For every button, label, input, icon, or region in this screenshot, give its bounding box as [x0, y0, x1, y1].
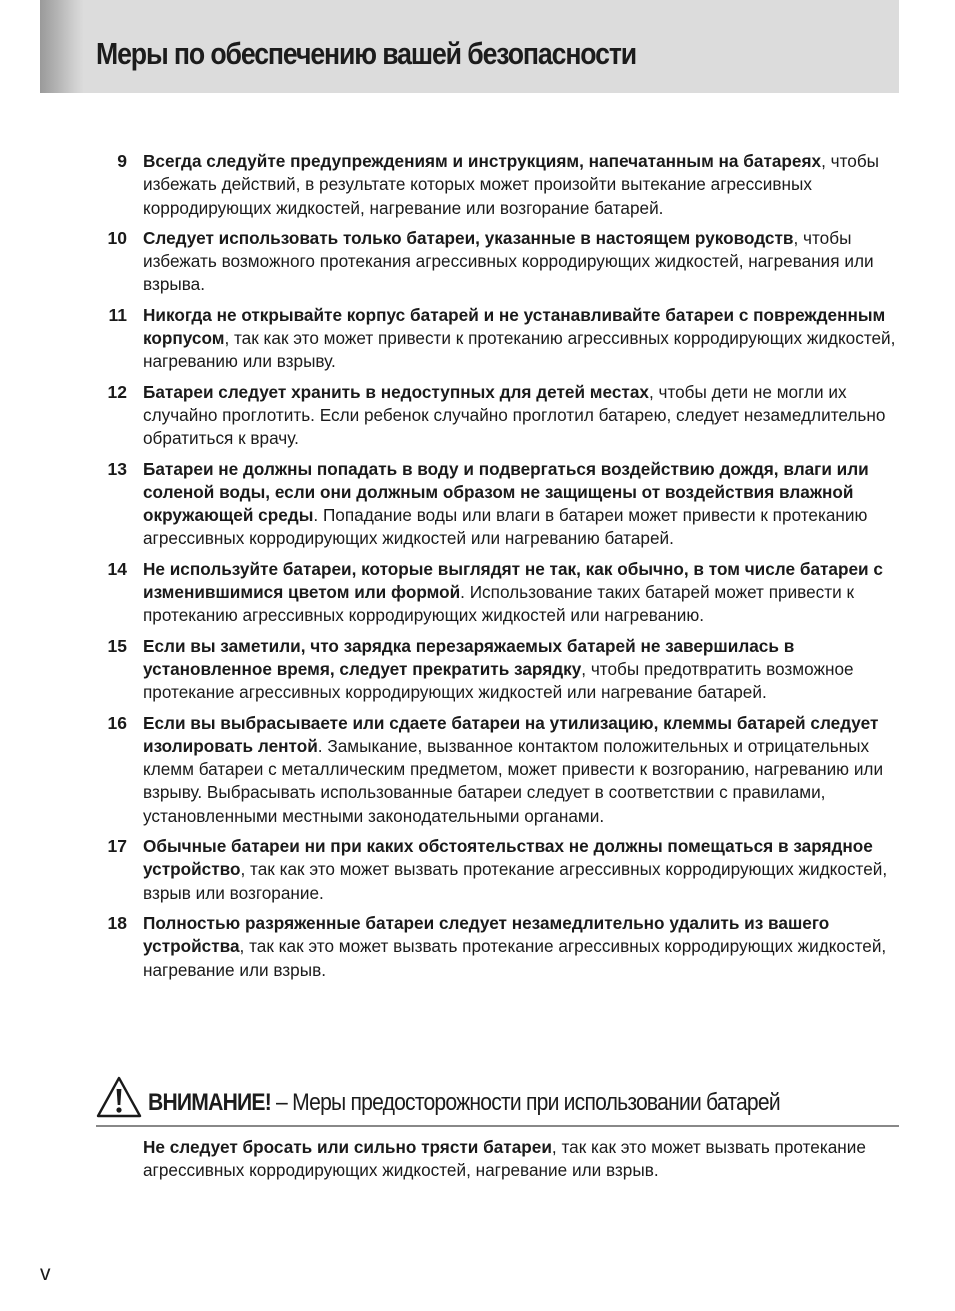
warning-title [148, 1089, 780, 1117]
warning-body-text: , так как это может вызвать протекание агрессивных корродирующих жидкостей, нагревание или взрыв. [143, 1137, 866, 1181]
list-item [0, 150, 955, 220]
item-number: 15 [107, 635, 127, 656]
warning-triangle-icon [96, 1076, 142, 1118]
item-normal-text: . Использование таких батарей может привести к протеканию агрессивных корродирующих жидкостей или нагреванию. [143, 582, 855, 626]
item-bold-text: Не используйте батареи, которые выглядят не так, как обычно, в том числе батареи с изменившимися цветом или формой [143, 558, 883, 603]
item-text [143, 227, 901, 297]
item-bold-text: Если вы заметили, что зарядка перезаряжаемых батарей не завершилась в установленное время, следует прекратить зарядку [143, 635, 795, 679]
item-text [143, 304, 901, 374]
item-normal-text: , чтобы дети не могли их случайно проглотить. Если ребенок случайно проглотил батарею, следует незамедлительно обратиться к врачу. [143, 381, 886, 449]
item-bold-text: Никогда не открывайте корпус батарей и не устанавливайте батареи с поврежденным корпусом [143, 304, 886, 349]
item-number: 17 [107, 836, 127, 857]
item-normal-text: , чтобы избежать действий, в результате которых может произойти вытекание агрессивных корродирующих жидкостей, нагревание или возгорание батарей. [143, 151, 880, 218]
warning-subtitle: – Меры предосторожности при использовании батарей [270, 1089, 780, 1116]
list-item [0, 635, 955, 705]
item-text [143, 381, 901, 451]
list-item [0, 458, 955, 551]
item-bold-text: Обычные батареи ни при каких обстоятельствах не должны помещаться в зарядное устройство [143, 836, 873, 880]
item-normal-text: . Попадание воды или влаги в батареи может привести к протеканию агрессивных корродирующих жидкостей или нагреванию батарей. [143, 505, 868, 549]
item-number: 13 [107, 458, 127, 479]
item-number: 18 [107, 912, 127, 933]
item-text [143, 712, 901, 828]
page-number: v [40, 1262, 51, 1285]
warning-body [143, 1136, 901, 1183]
safety-items-list [0, 150, 955, 989]
item-number: 12 [107, 381, 127, 402]
item-text [143, 835, 901, 905]
item-text [143, 635, 901, 705]
item-bold-text: Если вы выбрасываете или сдаете батареи на утилизацию, клеммы батарей следует изолировать лентой [143, 712, 879, 756]
item-bold-text: Батареи не должны попадать в воду и подвергаться воздействию дождя, влаги или соленой воды, если они должным образом не защищены от воздействия влажной окружающей среды [143, 458, 869, 526]
item-text [143, 150, 901, 220]
warning-label: ВНИМАНИЕ! [148, 1089, 271, 1116]
item-number: 14 [107, 558, 127, 579]
warning-body-bold: Не следует бросать или сильно трясти батареи [143, 1137, 552, 1157]
item-text [143, 912, 901, 982]
list-item [0, 835, 955, 905]
item-number: 16 [107, 712, 127, 733]
item-normal-text: , чтобы избежать возможного протекания агрессивных корродирующих жидкостей, нагревания или взрыва. [143, 227, 874, 295]
list-item [0, 558, 955, 628]
item-bold-text: Следует использовать только батареи, указанные в настоящем руководств [143, 227, 794, 248]
item-normal-text: , так как это может привести к протеканию агрессивных корродирующих жидкостей, нагреванию или взрыву. [143, 328, 896, 372]
list-item [0, 304, 955, 374]
item-number: 11 [108, 304, 127, 325]
item-normal-text: , так как это может вызвать протекание агрессивных корродирующих жидкостей, нагревание или взрыв. [143, 936, 887, 980]
item-bold-text: Полностью разряженные батареи следует незамедлительно удалить из вашего устройства [143, 912, 830, 957]
item-normal-text: . Замыкание, вызванное контактом положительных и отрицательных клемм батареи с металлическим предметом, может привести к возгоранию, нагреванию или взрыву. Выбрасывать использованные батареи следует в соответствии с правилами, установленными местными законодательными органами. [143, 735, 884, 826]
item-number: 9 [117, 151, 127, 171]
item-text [143, 458, 901, 551]
item-normal-text: , так как это может вызвать протекание агрессивных корродирующих жидкостей, взрыв или возгорание. [143, 859, 888, 903]
list-item [0, 381, 955, 451]
list-item [0, 912, 955, 982]
warning-heading [96, 1075, 899, 1127]
item-bold-text: Батареи следует хранить в недоступных для детей местах [143, 381, 649, 402]
item-text [143, 558, 901, 628]
item-normal-text: , чтобы предотвратить возможное протекание агрессивных корродирующих жидкостей или нагревание батарей. [143, 658, 854, 703]
page-title: Меры по обеспечению вашей безопасности [96, 36, 637, 71]
list-item [0, 227, 955, 297]
list-item [0, 712, 955, 828]
item-number: 10 [107, 227, 127, 248]
item-bold-text: Всегда следуйте предупреждениям и инструкциям, напечатанным на батареях [143, 151, 822, 171]
